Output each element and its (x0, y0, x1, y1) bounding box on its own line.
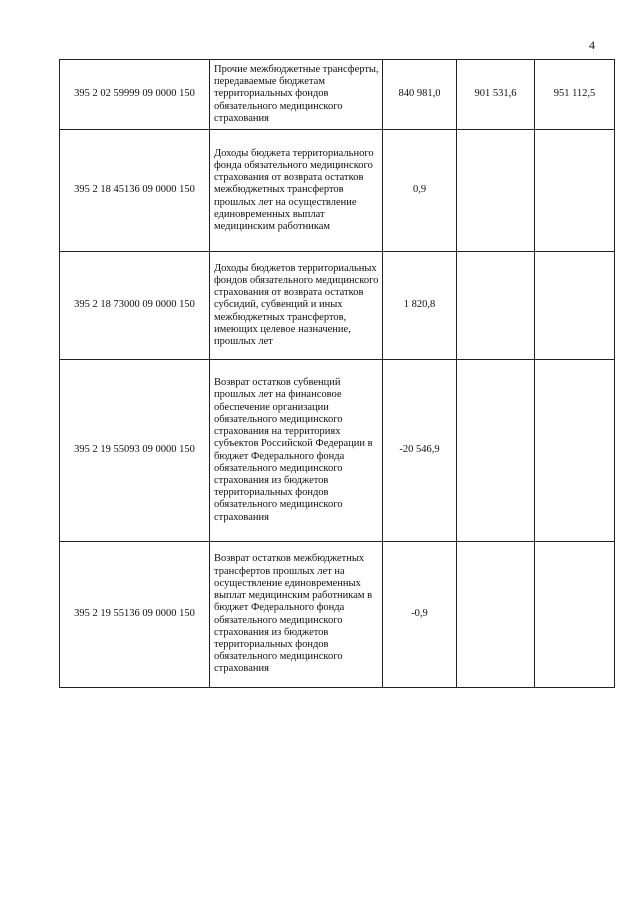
amount-year2-cell (457, 360, 535, 542)
amount-year3-cell: 951 112,5 (535, 60, 615, 130)
amount-year2-cell (457, 542, 535, 688)
budget-code-cell: 395 2 19 55136 09 0000 150 (60, 542, 210, 688)
amount-year3-cell (535, 360, 615, 542)
amount-year1-cell: -20 546,9 (383, 360, 457, 542)
amount-year2-cell: 901 531,6 (457, 60, 535, 130)
table-row (60, 360, 615, 542)
amount-year1-cell: -0,9 (383, 542, 457, 688)
income-name-cell: Возврат остатков межбюджетных трансфертов прошлых лет на осуществление единовременных выплат медицинским работникам в бюджет Федерального фонда обязательного медицинского страхования из бюджетов территориальных фондов обязательного медицинского страхования (210, 542, 383, 688)
income-name-cell: Доходы бюджета территориального фонда обязательного медицинского страхования от возврата остатков межбюджетных трансфертов прошлых лет на осуществление единовременных выплат медицинским работникам (210, 130, 383, 252)
amount-year3-cell (535, 542, 615, 688)
budget-table (59, 59, 615, 688)
amount-year3-cell (535, 252, 615, 360)
table-row (60, 130, 615, 252)
amount-year2-cell (457, 130, 535, 252)
table-row (60, 60, 615, 130)
amount-year1-cell: 1 820,8 (383, 252, 457, 360)
budget-code-cell: 395 2 18 45136 09 0000 150 (60, 130, 210, 252)
amount-year2-cell (457, 252, 535, 360)
amount-year1-cell: 840 981,0 (383, 60, 457, 130)
page-number: 4 (589, 38, 595, 52)
budget-code-cell: 395 2 02 59999 09 0000 150 (60, 60, 210, 130)
income-name-cell: Прочие межбюджетные трансферты, передаваемые бюджетам территориальных фондов обязательного медицинского страхования (210, 60, 383, 130)
budget-code-cell: 395 2 18 73000 09 0000 150 (60, 252, 210, 360)
amount-year1-cell: 0,9 (383, 130, 457, 252)
budget-code-cell: 395 2 19 55093 09 0000 150 (60, 360, 210, 542)
amount-year3-cell (535, 130, 615, 252)
income-name-cell: Возврат остатков субвенций прошлых лет на финансовое обеспечение организации обязательного медицинского страхования на территориях субъектов Российской Федерации в бюджет Федерального фонда обязательного медицинского страхования из бюджетов территориальных фондов обязательного медицинского страхования (210, 360, 383, 542)
table-row (60, 542, 615, 688)
income-name-cell: Доходы бюджетов территориальных фондов обязательного медицинского страхования от возврата остатков субсидий, субвенций и иных межбюджетных трансфертов, имеющих целевое назначение, прошлых лет (210, 252, 383, 360)
table-row (60, 252, 615, 360)
